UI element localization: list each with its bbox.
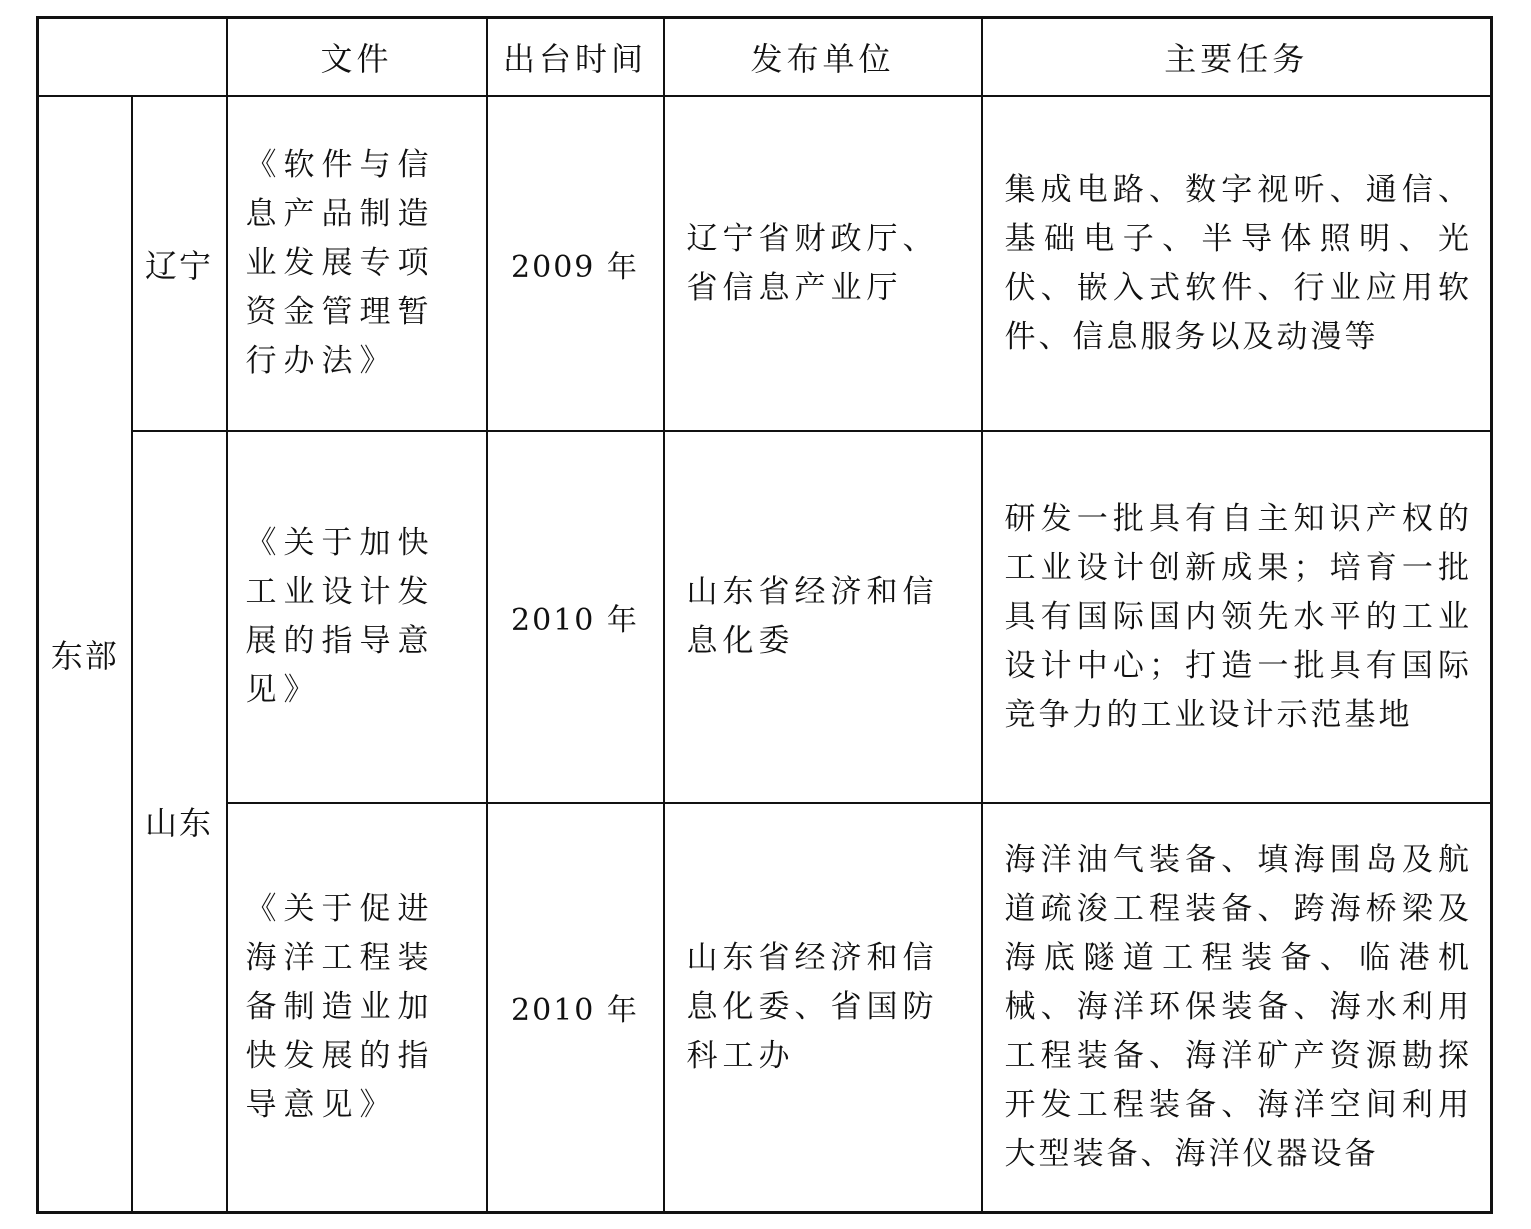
table-header-row <box>38 18 1492 97</box>
tasks-cell: 海洋油气装备、填海围岛及航道疏浚工程装备、跨海桥梁及海底隧道工程装备、临港机械、海洋环保装备、海水利用工程装备、海洋矿产资源勘探开发工程装备、海洋空间利用大型装备、海洋仪器设备 <box>982 803 1492 1212</box>
file-cell: 《关于促进海洋工程装备制造业加快发展的指导意见》 <box>227 803 487 1212</box>
table-row <box>38 803 1492 1212</box>
header-blank-cell <box>38 18 227 97</box>
file-cell: 《关于加快工业设计发展的指导意见》 <box>227 431 487 803</box>
province-cell: 山东 <box>132 431 227 1212</box>
issuer-cell: 辽宁省财政厅、省信息产业厅 <box>664 96 982 431</box>
tasks-cell: 集成电路、数字视听、通信、基础电子、半导体照明、光伏、嵌入式软件、行业应用软件、信息服务以及动漫等 <box>982 96 1492 431</box>
table-row <box>38 96 1492 431</box>
date-cell: 2010 年 <box>487 431 664 803</box>
region-cell: 东部 <box>38 96 132 1212</box>
policy-table <box>36 16 1493 1214</box>
issuer-cell: 山东省经济和信息化委、省国防科工办 <box>664 803 982 1212</box>
tasks-cell: 研发一批具有自主知识产权的工业设计创新成果；培育一批具有国际国内领先水平的工业设计中心；打造一批具有国际竞争力的工业设计示范基地 <box>982 431 1492 803</box>
table-row <box>38 431 1492 803</box>
issuer-cell: 山东省经济和信息化委 <box>664 431 982 803</box>
header-issuer: 发布单位 <box>664 18 982 97</box>
header-tasks: 主要任务 <box>982 18 1492 97</box>
file-cell: 《软件与信息产品制造业发展专项资金管理暂行办法》 <box>227 96 487 431</box>
header-file: 文件 <box>227 18 487 97</box>
header-date: 出台时间 <box>487 18 664 97</box>
date-cell: 2010 年 <box>487 803 664 1212</box>
date-cell: 2009 年 <box>487 96 664 431</box>
province-cell: 辽宁 <box>132 96 227 431</box>
